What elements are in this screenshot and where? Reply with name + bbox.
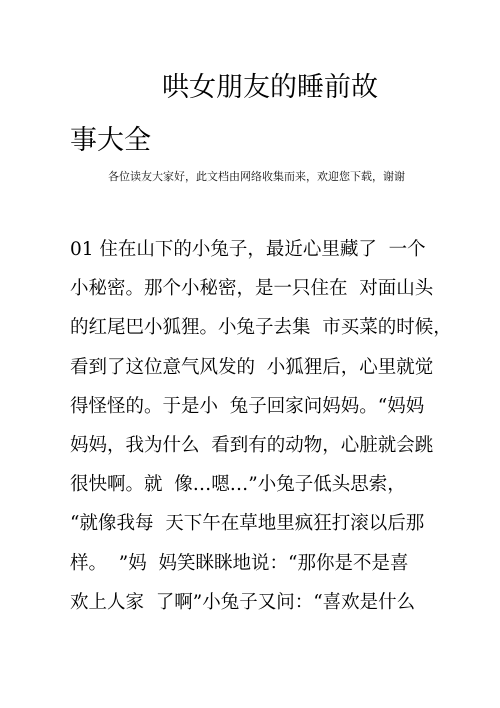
document-title-line-2: 事大全 xyxy=(70,125,151,156)
document-subtitle: 各位读友大家好，此文档由网络收集而来，欢迎您下载，谢谢 xyxy=(108,170,405,183)
story-line: 欢上人家 了啊”小兔子又问：“喜欢是什么 xyxy=(70,591,416,613)
story-line: 很快啊。就 像…嗯…”小兔子低头思索， xyxy=(70,474,406,496)
document-title-line-1: 哄女朋友的睡前故 xyxy=(162,72,378,103)
story-line: 看到了这位意气风发的 小狐狸后，心里就觉 xyxy=(70,356,434,378)
story-line: 小秘密。那个小秘密，是一只住在 对面山头 xyxy=(70,278,434,300)
story-line: 样。 ”妈 妈笑眯眯地说：“那你是不是喜 xyxy=(70,552,409,574)
story-line: 妈妈，我为什么 看到有的动物，心脏就会跳 xyxy=(70,434,434,456)
story-body xyxy=(70,236,450,628)
story-line: 01 住在山下的小兔子，最近心里藏了 一个 xyxy=(70,239,426,260)
story-line: 的红尾巴小狐狸。小兔子去集 市买菜的时候， xyxy=(70,317,452,339)
story-line: 得怪怪的。于是小 兔子回家问妈妈。“妈妈 xyxy=(70,395,425,417)
story-line: “就像我每 天下午在草地里疯狂打滚以后那 xyxy=(70,513,425,535)
